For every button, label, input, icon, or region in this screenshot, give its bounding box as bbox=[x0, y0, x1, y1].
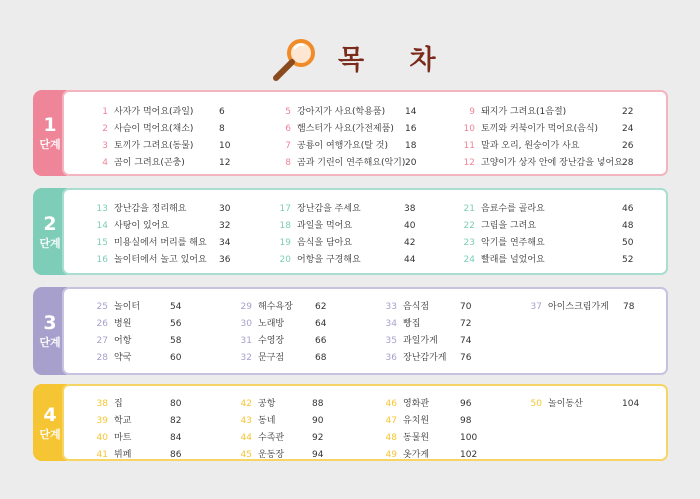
entry-number: 22 bbox=[463, 221, 475, 231]
toc-entry[interactable] bbox=[275, 220, 416, 232]
entry-number: 13 bbox=[96, 204, 108, 214]
entry-number: 44 bbox=[240, 433, 252, 443]
entry-number: 8 bbox=[285, 158, 291, 168]
entry-title: 장난감가게 bbox=[403, 353, 447, 363]
entry-title: 사탕이 있어요 bbox=[114, 221, 170, 231]
entry-page: 52 bbox=[622, 255, 634, 265]
toc-entry[interactable] bbox=[275, 237, 416, 249]
entry-title: 음식점 bbox=[403, 302, 430, 312]
entry-number: 14 bbox=[96, 221, 108, 231]
toc-entry[interactable] bbox=[459, 254, 634, 266]
entry-page: 88 bbox=[312, 399, 324, 409]
entry-number: 29 bbox=[240, 302, 252, 312]
entry-page: 90 bbox=[312, 416, 324, 426]
toc-entry[interactable] bbox=[92, 237, 231, 249]
entry-title: 토끼가 그려요(동물) bbox=[114, 141, 194, 151]
entry-number: 6 bbox=[285, 124, 291, 134]
entry-page: 74 bbox=[460, 336, 472, 346]
entry-page: 28 bbox=[622, 158, 634, 168]
toc-entry[interactable] bbox=[236, 318, 327, 330]
entry-title: 음식을 담아요 bbox=[297, 238, 353, 248]
entry-title: 마트 bbox=[114, 433, 132, 443]
entry-number: 4 bbox=[102, 158, 108, 168]
toc-entry[interactable] bbox=[459, 157, 634, 169]
entry-number: 48 bbox=[385, 433, 397, 443]
entry-number: 35 bbox=[385, 336, 397, 346]
stage-number: 4 bbox=[43, 403, 57, 426]
toc-entry[interactable] bbox=[92, 301, 182, 313]
stage-number: 3 bbox=[43, 312, 57, 334]
entry-page: 78 bbox=[623, 302, 635, 312]
toc-entry[interactable] bbox=[92, 415, 182, 427]
entry-title: 어항 bbox=[114, 336, 132, 346]
entry-page: 58 bbox=[170, 336, 182, 346]
entry-number: 20 bbox=[279, 255, 291, 265]
entry-page: 86 bbox=[170, 450, 182, 460]
toc-entry[interactable] bbox=[526, 398, 640, 410]
entry-page: 10 bbox=[219, 141, 231, 151]
toc-entry[interactable] bbox=[92, 123, 225, 135]
entry-title: 집 bbox=[114, 399, 123, 409]
entry-page: 80 bbox=[170, 399, 182, 409]
entry-page: 72 bbox=[460, 319, 472, 329]
entry-number: 40 bbox=[96, 433, 108, 443]
entry-number: 46 bbox=[385, 399, 397, 409]
entry-title: 말과 오리, 원숭이가 사요 bbox=[481, 141, 580, 151]
toc-entry[interactable] bbox=[236, 415, 324, 427]
stage-label: 단계 bbox=[39, 427, 61, 441]
entry-page: 42 bbox=[404, 238, 416, 248]
entry-page: 66 bbox=[315, 336, 327, 346]
entry-title: 햄스터가 사요(가전제품) bbox=[297, 124, 394, 134]
toc-entry[interactable] bbox=[92, 352, 182, 364]
entry-number: 18 bbox=[279, 221, 291, 231]
stage-panel-1 bbox=[62, 90, 668, 176]
toc-entry[interactable] bbox=[92, 157, 231, 169]
toc-entry[interactable] bbox=[381, 432, 478, 444]
entry-title: 장난감을 주세요 bbox=[297, 204, 361, 214]
entry-page: 48 bbox=[622, 221, 634, 231]
entry-number: 42 bbox=[240, 399, 252, 409]
entry-number: 25 bbox=[96, 302, 108, 312]
entry-title: 아이스크림가게 bbox=[548, 302, 609, 312]
entry-number: 38 bbox=[96, 399, 108, 409]
entry-number: 15 bbox=[96, 238, 108, 248]
entry-page: 94 bbox=[312, 450, 324, 460]
entry-page: 32 bbox=[219, 221, 231, 231]
stage-number: 1 bbox=[43, 114, 57, 136]
entry-number: 1 bbox=[102, 107, 108, 117]
entry-title: 동물원 bbox=[403, 433, 430, 443]
entry-page: 40 bbox=[404, 221, 416, 231]
entry-title: 문구점 bbox=[258, 353, 285, 363]
entry-title: 공항 bbox=[258, 399, 276, 409]
entry-title: 곰이 그려요(곤충) bbox=[114, 158, 185, 168]
stage-number: 2 bbox=[43, 212, 57, 235]
entry-page: 98 bbox=[460, 416, 472, 426]
entry-number: 28 bbox=[96, 353, 108, 363]
toc-entry[interactable] bbox=[236, 449, 324, 461]
entry-page: 54 bbox=[170, 302, 182, 312]
entry-page: 26 bbox=[622, 141, 634, 151]
toc-entry[interactable] bbox=[236, 352, 327, 364]
toc-entry[interactable] bbox=[381, 335, 472, 347]
entry-number: 24 bbox=[463, 255, 475, 265]
entry-page: 102 bbox=[460, 450, 478, 460]
entry-number: 39 bbox=[96, 416, 108, 426]
toc-entry[interactable] bbox=[459, 123, 634, 135]
toc-entry[interactable] bbox=[381, 415, 472, 427]
entry-page: 24 bbox=[622, 124, 634, 134]
entry-title: 수족관 bbox=[258, 433, 285, 443]
entry-title: 수영장 bbox=[258, 336, 285, 346]
entry-page: 92 bbox=[312, 433, 324, 443]
entry-title: 빨래를 널었어요 bbox=[481, 255, 545, 265]
entry-number: 19 bbox=[279, 238, 291, 248]
entry-title: 동네 bbox=[258, 416, 276, 426]
entry-number: 50 bbox=[530, 399, 542, 409]
entry-page: 16 bbox=[405, 124, 417, 134]
entry-page: 36 bbox=[219, 255, 231, 265]
entry-title: 과일을 먹어요 bbox=[297, 221, 353, 231]
page-title: 목 차 bbox=[338, 45, 454, 76]
entry-page: 14 bbox=[405, 107, 417, 117]
entry-page: 100 bbox=[460, 433, 478, 443]
entry-number: 47 bbox=[385, 416, 397, 426]
entry-title: 놀이터 bbox=[114, 302, 141, 312]
entry-number: 23 bbox=[463, 238, 475, 248]
toc-entry[interactable] bbox=[92, 254, 231, 266]
entry-title: 곰과 기린이 연주해요(악기) bbox=[297, 158, 406, 168]
entry-number: 21 bbox=[463, 204, 475, 214]
entry-title: 해수욕장 bbox=[258, 302, 293, 312]
entry-page: 12 bbox=[219, 158, 231, 168]
stage-panel-3 bbox=[62, 287, 668, 375]
entry-title: 악기를 연주해요 bbox=[481, 238, 545, 248]
stage-label: 단계 bbox=[39, 138, 61, 151]
entry-number: 12 bbox=[463, 158, 475, 168]
toc-entry[interactable] bbox=[459, 203, 634, 215]
entry-title: 장난감을 정리해요 bbox=[114, 204, 187, 214]
stage-label: 단계 bbox=[39, 236, 61, 250]
entry-page: 6 bbox=[219, 107, 225, 117]
entry-title: 병원 bbox=[114, 319, 132, 329]
toc-entry[interactable] bbox=[459, 106, 634, 118]
toc-entry[interactable] bbox=[275, 254, 416, 266]
entry-number: 5 bbox=[285, 107, 291, 117]
toc-entry[interactable] bbox=[92, 398, 182, 410]
entry-page: 84 bbox=[170, 433, 182, 443]
toc-entry[interactable] bbox=[459, 220, 634, 232]
entry-number: 2 bbox=[102, 124, 108, 134]
toc-entry[interactable] bbox=[381, 398, 472, 410]
entry-page: 76 bbox=[460, 353, 472, 363]
toc-entry[interactable] bbox=[381, 449, 478, 461]
entry-number: 10 bbox=[463, 124, 475, 134]
entry-number: 43 bbox=[240, 416, 252, 426]
title-area bbox=[0, 28, 700, 84]
entry-title: 유치원 bbox=[403, 416, 430, 426]
entry-number: 11 bbox=[463, 141, 475, 151]
entry-page: 70 bbox=[460, 302, 472, 312]
toc-entry[interactable] bbox=[92, 140, 231, 152]
entry-page: 68 bbox=[315, 353, 327, 363]
toc-entry[interactable] bbox=[92, 106, 225, 118]
toc-entry[interactable] bbox=[526, 301, 635, 313]
stage-label: 단계 bbox=[39, 336, 61, 349]
toc-entry[interactable] bbox=[92, 318, 182, 330]
entry-title: 미용실에서 머리를 해요 bbox=[114, 238, 207, 248]
entry-title: 운동장 bbox=[258, 450, 285, 460]
entry-title: 빵집 bbox=[403, 319, 421, 329]
entry-number: 49 bbox=[385, 450, 397, 460]
entry-title: 고양이가 상자 안에 장난감을 넣어요 bbox=[481, 158, 623, 168]
entry-number: 9 bbox=[469, 107, 475, 117]
magnifier-icon bbox=[270, 36, 320, 86]
entry-title: 돼지가 그려요(1음절) bbox=[481, 107, 567, 117]
entry-title: 사자가 먹어요(과일) bbox=[114, 107, 194, 117]
entry-title: 토끼와 커북이가 먹어요(음식) bbox=[481, 124, 599, 134]
toc-entry[interactable] bbox=[92, 449, 182, 461]
entry-title: 영화관 bbox=[403, 399, 430, 409]
entry-number: 7 bbox=[285, 141, 291, 151]
toc-entry[interactable] bbox=[275, 106, 417, 118]
entry-page: 30 bbox=[219, 204, 231, 214]
entry-number: 34 bbox=[385, 319, 397, 329]
toc-entry[interactable] bbox=[92, 335, 182, 347]
entry-number: 45 bbox=[240, 450, 252, 460]
entry-title: 약국 bbox=[114, 353, 132, 363]
entry-number: 26 bbox=[96, 319, 108, 329]
toc-entry[interactable] bbox=[459, 140, 634, 152]
entry-number: 37 bbox=[530, 302, 542, 312]
entry-page: 50 bbox=[622, 238, 634, 248]
entry-number: 27 bbox=[96, 336, 108, 346]
entry-page: 18 bbox=[405, 141, 417, 151]
entry-title: 뷔페 bbox=[114, 450, 132, 460]
entry-number: 32 bbox=[240, 353, 252, 363]
entry-page: 22 bbox=[622, 107, 634, 117]
toc-entry[interactable] bbox=[236, 432, 324, 444]
toc-entry[interactable] bbox=[275, 123, 417, 135]
entry-number: 16 bbox=[96, 255, 108, 265]
toc-entry[interactable] bbox=[381, 352, 472, 364]
entry-title: 그림을 그려요 bbox=[481, 221, 537, 231]
entry-title: 과일가게 bbox=[403, 336, 438, 346]
entry-page: 82 bbox=[170, 416, 182, 426]
entry-page: 96 bbox=[460, 399, 472, 409]
entry-title: 놀이동산 bbox=[548, 399, 583, 409]
toc-entry[interactable] bbox=[236, 301, 327, 313]
entry-title: 강아지가 사요(학용품) bbox=[297, 107, 386, 117]
toc-entry[interactable] bbox=[236, 335, 327, 347]
toc-entry[interactable] bbox=[275, 203, 416, 215]
entry-page: 34 bbox=[219, 238, 231, 248]
entry-title: 노래방 bbox=[258, 319, 285, 329]
entry-number: 41 bbox=[96, 450, 108, 460]
entry-title: 어항을 구경해요 bbox=[297, 255, 361, 265]
toc-entry[interactable] bbox=[381, 318, 472, 330]
toc-entry[interactable] bbox=[92, 203, 231, 215]
entry-page: 64 bbox=[315, 319, 327, 329]
toc-entry[interactable] bbox=[92, 432, 182, 444]
entry-page: 46 bbox=[622, 204, 634, 214]
entry-number: 36 bbox=[385, 353, 397, 363]
entry-number: 3 bbox=[102, 141, 108, 151]
entry-page: 56 bbox=[170, 319, 182, 329]
toc-entry[interactable] bbox=[92, 220, 231, 232]
entry-title: 사슴이 먹어요(채소) bbox=[114, 124, 194, 134]
entry-title: 옷가게 bbox=[403, 450, 430, 460]
entry-number: 17 bbox=[279, 204, 291, 214]
toc-entry[interactable] bbox=[381, 301, 472, 313]
toc-entry[interactable] bbox=[275, 140, 417, 152]
toc-entry[interactable] bbox=[275, 157, 417, 169]
toc-entry[interactable] bbox=[236, 398, 324, 410]
entry-page: 62 bbox=[315, 302, 327, 312]
entry-page: 104 bbox=[622, 399, 640, 409]
entry-title: 놀이터에서 놀고 있어요 bbox=[114, 255, 207, 265]
entry-page: 8 bbox=[219, 124, 225, 134]
stage-panel-2 bbox=[62, 188, 668, 275]
entry-page: 60 bbox=[170, 353, 182, 363]
entry-title: 음료수를 골라요 bbox=[481, 204, 545, 214]
entry-number: 30 bbox=[240, 319, 252, 329]
entry-title: 공룡이 여행가요(탈 것) bbox=[297, 141, 388, 151]
toc-entry[interactable] bbox=[459, 237, 634, 249]
entry-number: 31 bbox=[240, 336, 252, 346]
entry-title: 학교 bbox=[114, 416, 132, 426]
stage-panel-4 bbox=[62, 384, 668, 461]
entry-page: 44 bbox=[404, 255, 416, 265]
entry-page: 20 bbox=[405, 158, 417, 168]
entry-page: 38 bbox=[404, 204, 416, 214]
entry-number: 33 bbox=[385, 302, 397, 312]
